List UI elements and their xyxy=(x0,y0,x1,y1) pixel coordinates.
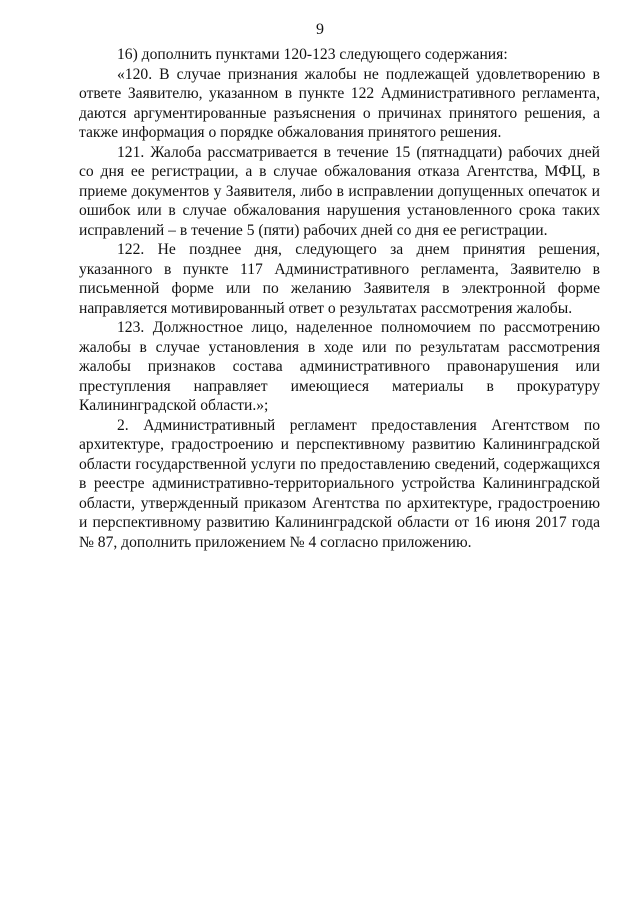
paragraph-120: «120. В случае признания жалобы не подлежащей удовлетворению в ответе Заявителю, указанном в пункте 122 Административного регламента, даются аргументированные разъяснения о причинах принятого решения, а также информация о порядке обжалования принятого решения. xyxy=(79,65,600,141)
paragraph-123: 123. Должностное лицо, наделенное полномочием по рассмотрению жалобы в случае установления в ходе или по результатам рассмотрения жалобы признаков состава административного правонарушения или преступления направляет имеющиеся материалы в прокуратуру Калининградской области.»; xyxy=(79,319,600,414)
document-body xyxy=(79,45,600,552)
paragraph-amendment-16: 16) дополнить пунктами 120-123 следующего содержания: xyxy=(117,46,508,63)
paragraph-122: 122. Не позднее дня, следующего за днем принятия решения, указанного в пункте 117 Административного регламента, Заявителю в письменной форме или по желанию Заявителя в электронной форме направляется мотивированный ответ о результатах рассмотрения жалобы. xyxy=(79,241,600,317)
paragraph-item-2: 2. Административный регламент предоставления Агентством по архитектуре, градостроению и перспективному развитию Калининградской области государственной услуги по предоставлению сведений, содержащихся в реестре административно-территориального устройства Калининградской области, утвержденный приказом Агентства по архитектуре, градостроению и перспективному развитию Калининградской области от 16 июня 2017 года № 87, дополнить приложением № 4 согласно приложению. xyxy=(79,416,600,551)
page-number: 9 xyxy=(316,21,324,38)
paragraph-121: 121. Жалоба рассматривается в течение 15 (пятнадцати) рабочих дней со дня ее регистрации, а в случае обжалования отказа Агентства, МФЦ, в приеме документов у Заявителя, либо в исправлении допущенных опечаток и ошибок или в случае обжалования нарушения установленного срока таких исправлений – в течение 5 (пяти) рабочих дней со дня ее регистрации. xyxy=(79,143,600,239)
